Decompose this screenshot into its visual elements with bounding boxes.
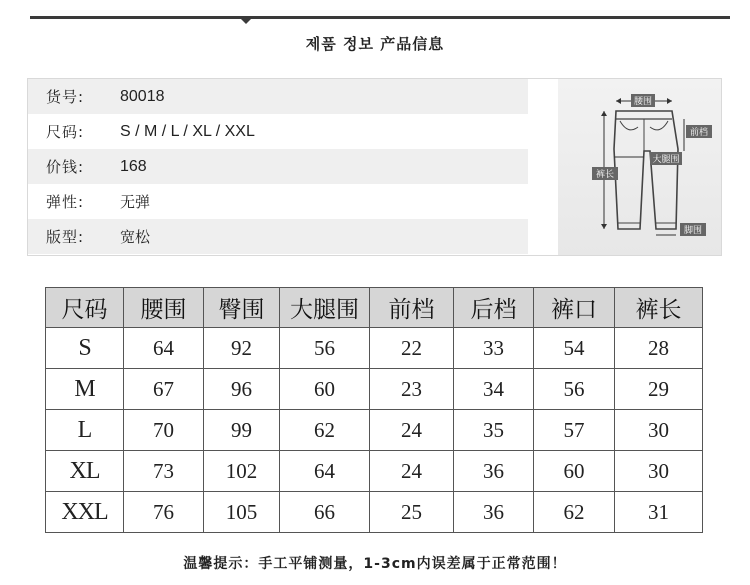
table-row [46,451,703,492]
cell-length: 30 [615,410,703,451]
diagram-label-thigh: 大腿围 [652,155,680,165]
cell-size: XL [46,451,124,492]
cell-hip: 105 [204,492,280,533]
cell-thigh: 62 [280,410,370,451]
cell-hip: 102 [204,451,280,492]
cell-hip: 96 [204,369,280,410]
header-leg-opening: 裤口 [534,288,615,328]
info-label: 版型: [46,228,85,246]
table-row [46,492,703,533]
diagram-label-leg-opening: 脚围 [683,226,703,236]
cell-front-rise: 24 [370,410,454,451]
info-value: 168 [120,157,147,175]
cell-hip: 99 [204,410,280,451]
section-title: 제품 정보 产品信息 [305,35,445,53]
divider-notch [240,18,252,24]
cell-length: 31 [615,492,703,533]
cell-front-rise: 25 [370,492,454,533]
info-label: 尺码: [46,123,85,141]
info-row-elasticity [28,184,528,219]
cell-back-rise: 33 [454,328,534,369]
cell-size: S [46,328,124,369]
cell-size: XXL [46,492,124,533]
cell-front-rise: 22 [370,328,454,369]
info-row-sizes [28,114,528,149]
cell-back-rise: 34 [454,369,534,410]
pants-outline [614,111,678,229]
header-size: 尺码 [46,288,124,328]
cell-leg-opening: 60 [534,451,615,492]
table-row [46,369,703,410]
info-label: 货号: [46,88,85,106]
info-row-item-number [28,79,528,114]
diagram-label-front-rise: 前档 [689,128,709,138]
cell-length: 28 [615,328,703,369]
cell-waist: 73 [124,451,204,492]
header-thigh: 大腿围 [280,288,370,328]
cell-length: 30 [615,451,703,492]
table-row [46,328,703,369]
cell-hip: 92 [204,328,280,369]
header-back-rise: 后档 [454,288,534,328]
measurement-note: 温馨提示：手工平铺测量，1-3cm内误差属于正常范围！ [183,556,567,572]
cell-size: L [46,410,124,451]
size-chart-table [45,287,703,533]
cell-leg-opening: 56 [534,369,615,410]
diagram-label-length: 裤长 [595,170,615,180]
cell-back-rise: 36 [454,492,534,533]
header-waist: 腰围 [124,288,204,328]
cell-thigh: 64 [280,451,370,492]
cell-leg-opening: 62 [534,492,615,533]
info-value: S / M / L / XL / XXL [120,122,255,140]
header-length: 裤长 [615,288,703,328]
pants-measurement-diagram [558,79,721,255]
cell-waist: 67 [124,369,204,410]
cell-thigh: 66 [280,492,370,533]
header-front-rise: 前档 [370,288,454,328]
cell-waist: 64 [124,328,204,369]
info-row-fit [28,219,528,254]
diagram-label-waist: 腰围 [633,97,653,107]
cell-back-rise: 35 [454,410,534,451]
cell-thigh: 60 [280,369,370,410]
cell-size: M [46,369,124,410]
cell-length: 29 [615,369,703,410]
cell-leg-opening: 57 [534,410,615,451]
cell-front-rise: 23 [370,369,454,410]
info-value: 宽松 [120,228,151,246]
info-label: 弹性: [46,193,85,211]
cell-front-rise: 24 [370,451,454,492]
cell-leg-opening: 54 [534,328,615,369]
info-label: 价钱: [46,158,85,176]
cell-thigh: 56 [280,328,370,369]
cell-waist: 76 [124,492,204,533]
header-hip: 臀围 [204,288,280,328]
product-info-panel [27,78,722,256]
table-header-row [46,288,703,328]
cell-back-rise: 36 [454,451,534,492]
top-divider [30,16,730,19]
info-row-price [28,149,528,184]
info-value: 80018 [120,87,165,105]
cell-waist: 70 [124,410,204,451]
info-value: 无弹 [120,193,151,211]
table-row [46,410,703,451]
